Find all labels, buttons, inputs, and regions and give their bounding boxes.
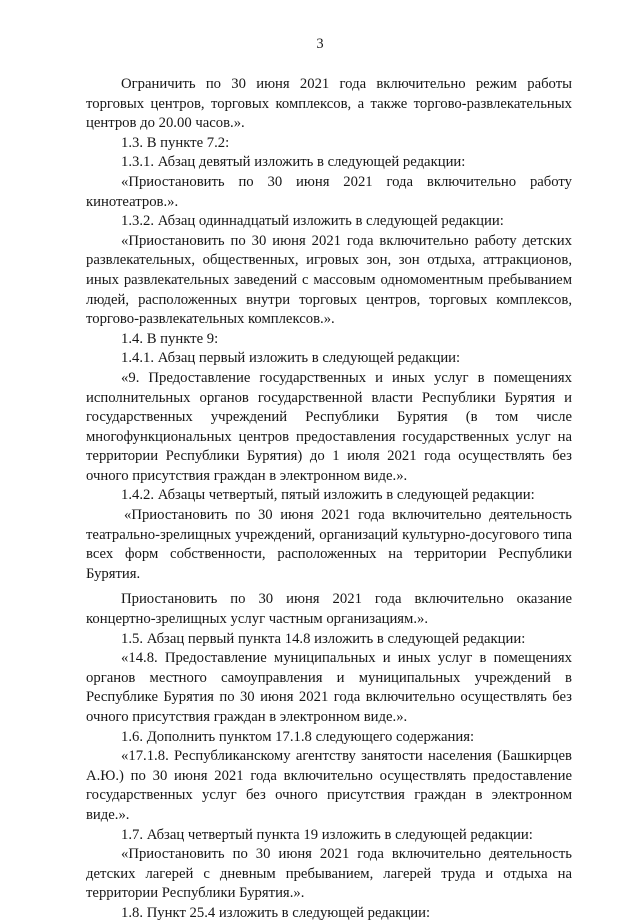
paragraph-1-4-1: 1.4.1. Абзац первый изложить в следующей редакции: bbox=[121, 350, 461, 367]
paragraph-employment-agency-quote: «17.1.8. Республиканскому агентству занятости населения (Башкирцев А.Ю.) по 30 июня 2021 года включительно осуществлять предоставление государственных услуг без очного присутствия граждан в электронном виде.». bbox=[86, 748, 572, 823]
paragraph-municipal-services-quote: «14.8. Предоставление муниципальных и иных услуг в помещениях органов местного самоуправления и муниципальных учреждений в Республике Бурятия по 30 июня 2021 года включительно осуществлять без очного присутствия граждан в электронном виде.». bbox=[86, 650, 572, 725]
paragraph-1-7: 1.7. Абзац четвертый пункта 19 изложить в следующей редакции: bbox=[121, 826, 533, 843]
paragraph-children-zones-quote: «Приостановить по 30 июня 2021 года включительно работу детских развлекательных, общественных, игровых зон, зон отдыха, аттракционов, иных развлекательных заведений с массовым одномоментным пребыванием людей, расположенных внутри торговых центров, торговых комплексов, торгово-развлекательных комплексов.». bbox=[86, 232, 572, 328]
paragraph-1-6: 1.6. Дополнить пунктом 17.1.8 следующего содержания: bbox=[121, 728, 475, 745]
paragraph-state-services-quote: «9. Предоставление государственных и иных услуг в помещениях исполнительных органов государственной власти Республики Бурятия и государственных учреждений Республики Бурятия (в том числе многофункциональных центров предоставления государственных услуг на территории Республики Бурятия) до 1 июля 2021 года осуществлять без очного присутствия граждан в электронном виде.». bbox=[86, 369, 572, 484]
paragraph-1-3-1: 1.3.1. Абзац девятый изложить в следующей редакции: bbox=[121, 154, 466, 171]
paragraph-theatres-quote: «Приостановить по 30 июня 2021 года включительно деятельность театрально-зрелищных учреждений, организаций культурно-досугового типа всех форм собственности, расположенных на территории Республики Бурятия. bbox=[86, 507, 572, 582]
paragraph-concerts-quote: Приостановить по 30 июня 2021 года включительно оказание концертно-зрелищных услуг частным организациям.». bbox=[86, 591, 572, 628]
document-body bbox=[86, 75, 572, 924]
paragraph-trade-centers-hours: Ограничить по 30 июня 2021 года включительно режим работы торговых центров, торговых комплексов, а также торгово-развлекательных центров до 20.00 часов.». bbox=[86, 76, 572, 132]
paragraph-1-3: 1.3. В пункте 7.2: bbox=[121, 134, 230, 151]
page-number: 3 bbox=[316, 36, 324, 52]
paragraph-1-8: 1.8. Пункт 25.4 изложить в следующей редакции: bbox=[121, 904, 431, 921]
paragraph-1-4: 1.4. В пункте 9: bbox=[121, 330, 219, 347]
paragraph-1-4-2: 1.4.2. Абзацы четвертый, пятый изложить в следующей редакции: bbox=[121, 487, 535, 504]
paragraph-cinemas-quote: «Приостановить по 30 июня 2021 года включительно работу кинотеатров.». bbox=[86, 173, 572, 210]
paragraph-1-3-2: 1.3.2. Абзац одиннадцатый изложить в следующей редакции: bbox=[121, 213, 504, 230]
paragraph-1-5: 1.5. Абзац первый пункта 14.8 изложить в следующей редакции: bbox=[121, 630, 526, 647]
paragraph-children-camps-quote: «Приостановить по 30 июня 2021 года включительно деятельность детских лагерей с дневным пребыванием, лагерей труда и отдыха на территории Республики Бурятия.». bbox=[86, 846, 572, 902]
